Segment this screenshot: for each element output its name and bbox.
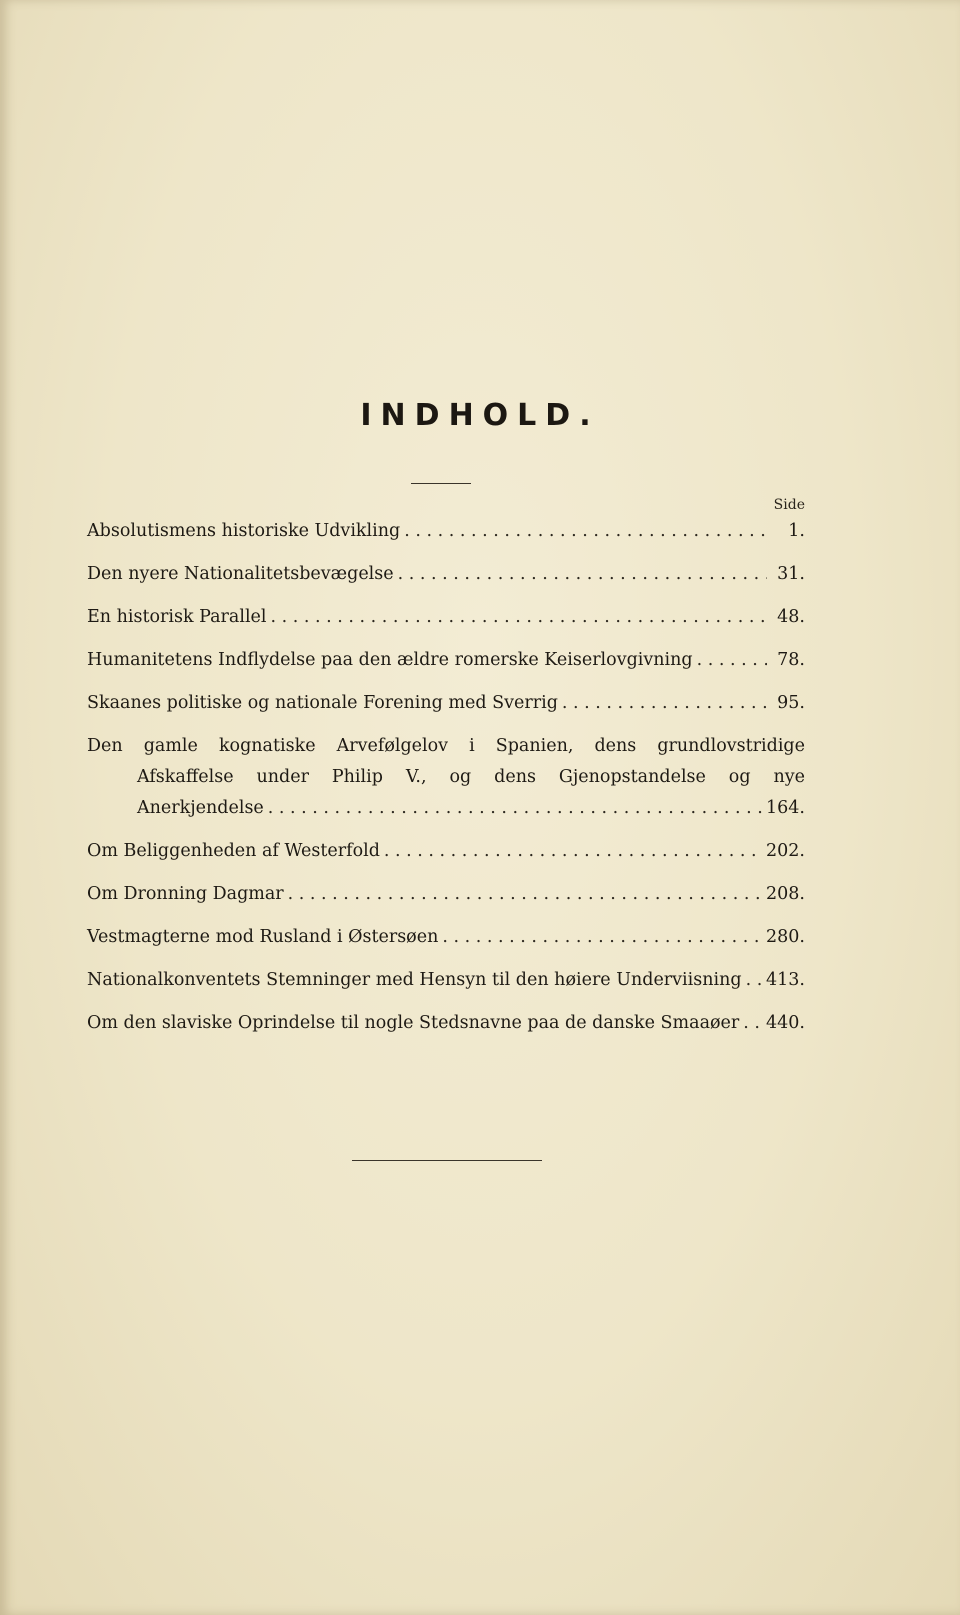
title-divider <box>411 483 471 484</box>
side-column-label: Side <box>773 497 805 513</box>
toc-entry <box>87 563 805 585</box>
dot-leader <box>746 969 762 991</box>
toc-entry-title: Om den slaviske Oprindelse til nogle Stedsnavne paa de danske Smaaøer <box>87 1013 740 1033</box>
toc-entry-page: 440. <box>766 1013 805 1033</box>
toc-entry-title-line: Den gamle kognatiske Arvefølgelov i Spanien, dens grundlovstridige <box>87 736 805 756</box>
toc-entry-page: 413. <box>766 970 805 990</box>
toc-entry-title: Humanitetens Indflydelse paa den ældre romerske Keiserlovgivning <box>87 650 693 670</box>
toc-entry <box>87 840 805 862</box>
toc-entry-page: 95. <box>777 693 805 713</box>
table-of-contents <box>87 520 805 1055</box>
toc-entry-page: 208. <box>766 884 805 904</box>
toc-entry <box>87 883 805 905</box>
closing-divider <box>352 1160 542 1161</box>
toc-entry-title: Om Beliggenheden af Westerfold <box>87 841 380 861</box>
toc-entry-title-line: Anerkjendelse <box>137 798 264 818</box>
toc-entry-page: 1. <box>788 521 805 541</box>
toc-entry-title: Absolutismens historiske Udvikling <box>87 521 401 541</box>
toc-entry-title: Skaanes politiske og nationale Forening med Sverrig <box>87 693 558 713</box>
toc-entry <box>87 606 805 628</box>
toc-entry <box>87 649 805 671</box>
page-title: INDHOLD. <box>360 398 600 433</box>
toc-entry-title: Den nyere Nationalitetsbevægelse <box>87 564 394 584</box>
toc-entry-page: 280. <box>766 927 805 947</box>
dot-leader <box>288 883 762 905</box>
toc-entry-page: 78. <box>777 650 805 670</box>
toc-entry-page: 164. <box>766 798 805 818</box>
toc-entry-title: En historisk Parallel <box>87 607 267 627</box>
dot-leader <box>271 606 767 628</box>
dot-leader <box>442 926 762 948</box>
dot-leader <box>398 563 767 585</box>
dot-leader <box>404 520 767 542</box>
toc-entry-title: Vestmagterne mod Rusland i Østersøen <box>87 927 439 947</box>
toc-entry-title: Om Dronning Dagmar <box>87 884 284 904</box>
toc-entry <box>87 735 805 819</box>
dot-leader <box>743 1012 762 1034</box>
toc-entry <box>87 969 805 991</box>
toc-entry <box>87 692 805 714</box>
toc-entry-page: 202. <box>766 841 805 861</box>
dot-leader <box>268 797 762 819</box>
toc-entry <box>87 520 805 542</box>
toc-entry-title: Nationalkonventets Stemninger med Hensyn til den høiere Underviisning <box>87 970 742 990</box>
toc-entry-title-line: Afskaffelse under Philip V., og dens Gjenopstandelse og nye <box>137 767 805 787</box>
toc-entry <box>87 1012 805 1034</box>
dot-leader <box>384 840 762 862</box>
toc-entry-page: 31. <box>777 564 805 584</box>
toc-entry <box>87 926 805 948</box>
dot-leader <box>562 692 767 714</box>
toc-entry-page: 48. <box>777 607 805 627</box>
dot-leader <box>697 649 767 671</box>
